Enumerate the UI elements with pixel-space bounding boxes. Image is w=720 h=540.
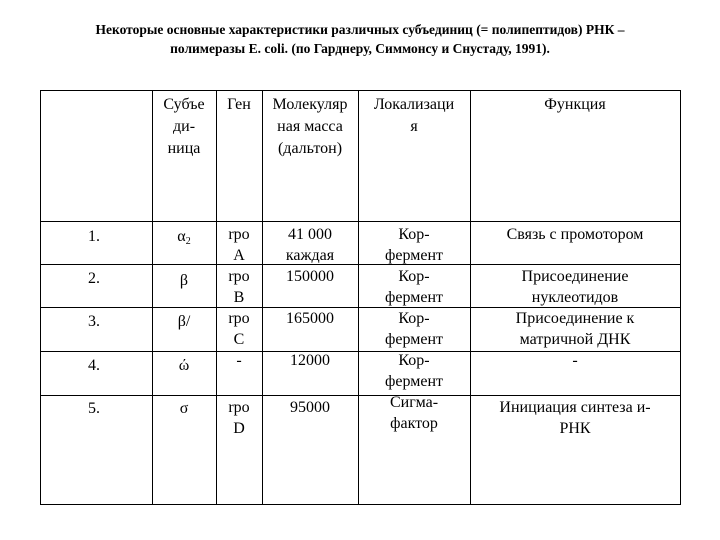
header-localization: Локализаци я <box>373 96 455 135</box>
document-title <box>0 20 720 58</box>
row-number-1: 1. <box>88 228 100 245</box>
row-number-5: 5. <box>88 400 100 417</box>
subunit-beta: β <box>179 272 189 289</box>
row-number-4: 4. <box>88 357 100 374</box>
localization-column: Кор- фермент Кор- фермент Кор- фермент Кор- фермент Сигма- фактор <box>384 226 443 432</box>
gene-row-5: rpo D <box>228 399 250 437</box>
subunit-omega: ώ <box>178 357 190 374</box>
subunit-alpha: $\alpha_2$ <box>177 228 191 247</box>
row-number-2: 2. <box>88 270 100 287</box>
function-column: Связь с промотором Присоединение нуклеотидов Присоединение к матричной ДНК - <box>506 226 644 369</box>
subunit-sigma: σ <box>179 400 189 417</box>
function-row-5: Инициация синтеза и- РНК <box>499 399 651 437</box>
table-border-bottom <box>40 504 681 505</box>
subunit-beta-prime: β/ <box>177 313 191 330</box>
title-line-1: Некоторые основные характеристики различных субъединиц (= полипептидов) РНК – <box>95 22 625 37</box>
table-border-left <box>40 90 41 505</box>
row-divider <box>40 221 681 222</box>
header-gene: Ген <box>227 96 251 113</box>
header-subunit: Субъе ди- ница <box>163 96 205 157</box>
title-line-2: полимеразы E. coli. (по Гарднеру, Симмонсу и Снустаду, 1991). <box>170 41 550 56</box>
header-molecular-mass: Молекуляр ная масса (дальтон) <box>272 96 348 157</box>
gene-column: rpo A rpo B rpo C - <box>228 226 250 369</box>
table-border-right <box>680 90 681 505</box>
mass-row-5: 95000 <box>290 399 330 416</box>
mass-column: 41 000 каждая 150000 165000 12000 <box>285 226 335 369</box>
row-number-3: 3. <box>88 313 100 330</box>
table-border-top <box>40 90 681 91</box>
header-function: Функция <box>544 96 606 113</box>
